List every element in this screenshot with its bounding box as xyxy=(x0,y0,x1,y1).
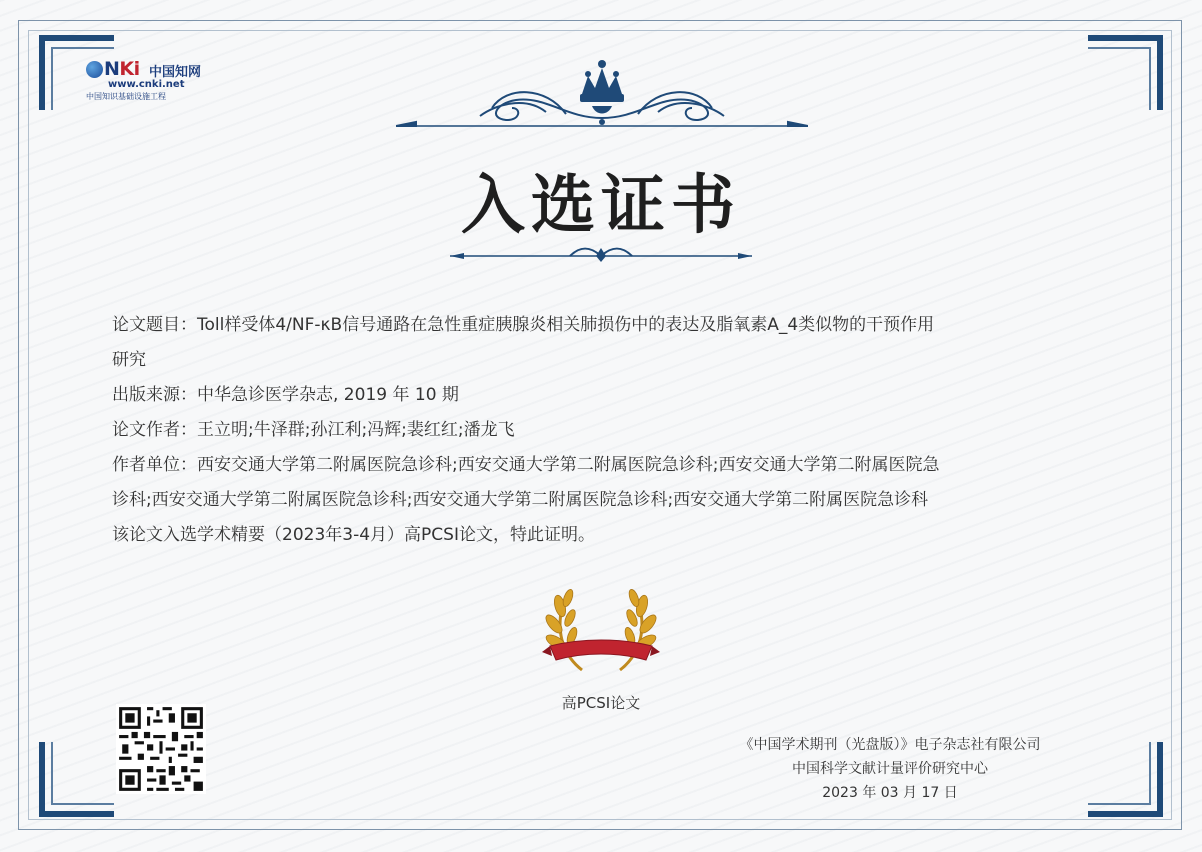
corner-ornament-bottom-left xyxy=(38,738,118,818)
affiliation-continuation: 诊科;西安交通大学第二附属医院急诊科;西安交通大学第二附属医院急诊科;西安交通大学第二附属医院急诊科 xyxy=(112,490,929,510)
crown-ornament-icon xyxy=(396,56,808,136)
certificate-title: 入选证书 xyxy=(461,168,741,243)
qr-code-icon[interactable] xyxy=(116,704,206,794)
source-value: 中华急诊医学杂志, 2019 年 10 期 xyxy=(197,385,459,405)
authors-label: 论文作者： xyxy=(112,420,197,440)
corner-ornament-top-right xyxy=(1084,34,1164,114)
affiliation-value: 西安交通大学第二附属医院急诊科;西安交通大学第二附属医院急诊科;西安交通大学第二附属医院急 xyxy=(197,455,940,475)
paper-title-label: 论文题目： xyxy=(112,315,197,335)
cnki-logo-cn-name: 中国知网 xyxy=(149,65,202,80)
cnki-logo-subtitle: 中国知识基础设施工程 xyxy=(86,92,166,101)
authors-line xyxy=(112,413,1102,448)
issuer-publisher: 《中国学术期刊（光盘版）》电子杂志社有限公司 xyxy=(739,737,1041,753)
certification-statement: 该论文入选学术精要（2023年3-4月）高PCSI论文，特此证明。 xyxy=(112,525,595,545)
affiliation-label: 作者单位： xyxy=(112,455,197,475)
source-line xyxy=(112,378,1102,413)
award-caption: 高PCSI论文 xyxy=(561,694,641,712)
cnki-logo-mark: NKi xyxy=(86,58,140,80)
cnki-logo-url: www.cnki.net xyxy=(108,79,185,90)
source-label: 出版来源： xyxy=(112,385,197,405)
issuer-block xyxy=(660,733,1120,805)
authors-value: 王立明;牛泽群;孙江利;冯辉;裴红红;潘龙飞 xyxy=(197,420,515,440)
affiliation-line xyxy=(112,448,1102,483)
issue-date: 2023 年 03 月 17 日 xyxy=(822,785,958,801)
cnki-logo xyxy=(86,58,206,102)
laurel-wreath-icon xyxy=(542,580,660,680)
paper-title-continuation: 研究 xyxy=(112,350,146,370)
paper-title-line xyxy=(112,308,1102,343)
paper-title-value: Toll样受体4/NF-κB信号通路在急性重症胰腺炎相关肺损伤中的表达及脂氧素A_4类似物的干预作用 xyxy=(197,315,935,335)
divider-ornament-icon xyxy=(450,244,752,264)
certificate-body xyxy=(112,308,1102,553)
issuer-research-center: 中国科学文献计量评价研究中心 xyxy=(792,761,988,777)
